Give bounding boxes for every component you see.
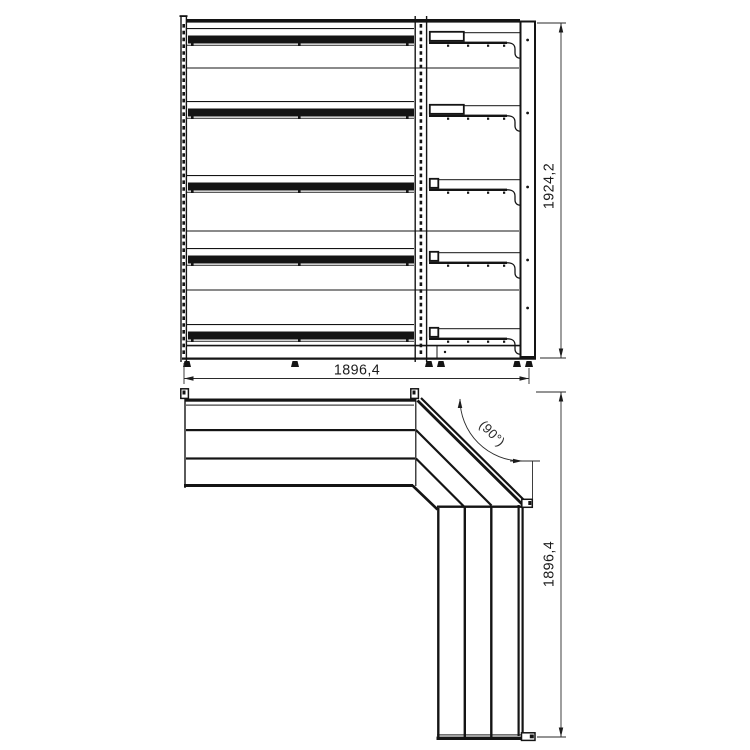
- height-dimension-label: 1924,2: [541, 162, 558, 210]
- width-dimension: [184, 363, 529, 385]
- front-elevation-view: [180, 15, 567, 384]
- angle-dimension-label: (90°): [476, 417, 509, 450]
- width-dimension-label: 1896,4: [333, 362, 381, 379]
- base-kick: [182, 346, 536, 359]
- plan-view: [181, 389, 566, 741]
- plan-posts: [181, 389, 535, 741]
- shelves-corner-bay: [429, 32, 521, 355]
- plan-corner-miter: [413, 398, 529, 510]
- top-rail: [186, 19, 520, 23]
- plan-right-run: [437, 505, 523, 740]
- left-upright: [180, 15, 188, 362]
- length-dimension: [536, 392, 566, 737]
- right-end-post: [521, 22, 536, 358]
- length-dimension-label: 1896,4: [541, 540, 558, 588]
- height-dimension: [537, 23, 566, 358]
- plan-left-run: [184, 398, 416, 488]
- shelves-left-bay: [187, 28, 414, 342]
